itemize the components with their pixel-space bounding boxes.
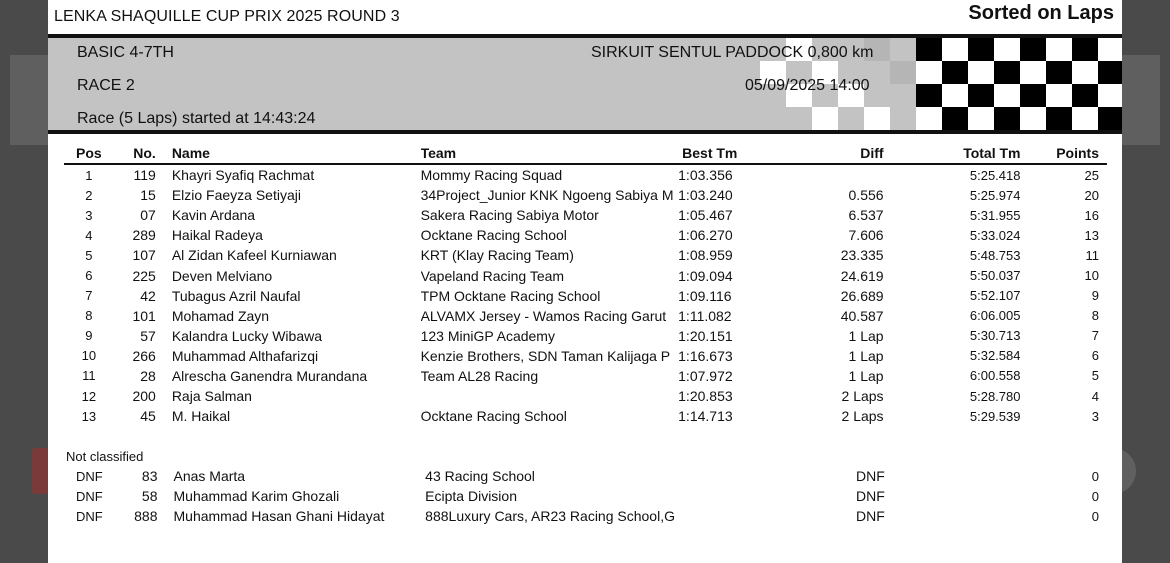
col-pos-header: Pos (64, 144, 114, 164)
cell-best: 1:07.972 (678, 367, 733, 384)
cell-total: 5:50.037 (969, 268, 1021, 284)
cell-best: 1:03.356 (678, 167, 733, 184)
table-row (64, 306, 1107, 326)
cell-best: 1:08.959 (678, 247, 733, 264)
cell-points: 5 (1091, 368, 1099, 384)
cell-name: Haikal Radeya (171, 227, 263, 244)
cell-diff: 1 Lap (848, 347, 884, 364)
cell-points: 9 (1091, 288, 1099, 304)
cell-diff: 7.606 (848, 227, 884, 244)
cell-points: 0 (1091, 468, 1099, 484)
cell-total: 6:00.558 (969, 368, 1021, 384)
checker-square (968, 84, 994, 107)
cell-name: Muhammad Althafarizqi (171, 347, 319, 364)
cell-best (683, 506, 781, 526)
col-points-header: Points (1040, 144, 1107, 164)
table-row (64, 265, 1107, 285)
cell-no: 266 (132, 347, 156, 364)
cell-total: 5:32.584 (969, 348, 1021, 364)
cell-pos: DNF (75, 508, 103, 524)
sort-label: Sorted on Laps (968, 2, 1114, 24)
checker-square (942, 38, 968, 61)
cell-team: Vapeland Racing Team (420, 267, 565, 284)
checker-square (916, 107, 942, 130)
cell-no: 07 (140, 207, 156, 224)
cell-pos: 5 (85, 247, 93, 263)
checker-square (1098, 61, 1122, 84)
checker-square (1072, 61, 1098, 84)
cell-team: KRT (Klay Racing Team) (420, 247, 574, 264)
cell-no: 58 (141, 488, 158, 505)
cell-pos: 12 (81, 388, 97, 404)
col-total-header: Total Tm (898, 144, 1041, 164)
checker-square (1098, 38, 1122, 61)
cell-name: Tubagus Azril Naufal (171, 287, 301, 304)
cell-diff: 40.587 (840, 307, 884, 324)
cell-pos: 11 (82, 368, 96, 384)
cell-name: Muhammad Karim Ghozali (173, 488, 340, 505)
cell-name: Mohamad Zayn (171, 307, 270, 324)
cell-no: 42 (140, 287, 156, 304)
cell-diff: 0.556 (848, 187, 884, 204)
cell-best (683, 486, 781, 506)
cell-diff: 2 Laps (841, 408, 884, 425)
cell-total: 5:25.418 (969, 167, 1021, 183)
cell-diff: 6.537 (848, 207, 884, 224)
results-table (64, 144, 1107, 426)
col-name-header: Name (166, 144, 421, 164)
col-diff-header: Diff (781, 144, 897, 164)
cell-best: 1:09.094 (678, 267, 733, 284)
cell-total: 5:28.780 (969, 388, 1021, 404)
cell-total: 5:29.539 (969, 408, 1021, 424)
cell-total: 5:48.753 (969, 247, 1021, 263)
cell-team: Team AL28 Racing (420, 367, 539, 384)
race-label: RACE 2 (77, 77, 135, 94)
cell-no: 57 (140, 327, 156, 344)
cell-diff: DNF (856, 488, 885, 505)
cell-no: 83 (141, 468, 158, 485)
cell-total: 5:31.955 (969, 207, 1021, 223)
col-team-header: Team (421, 144, 679, 164)
cell-total (899, 506, 1042, 526)
cell-best: 1:20.151 (678, 327, 733, 344)
cell-team: Kenzie Brothers, SDN Taman Kalijaga P (420, 347, 671, 364)
table-row (64, 366, 1107, 386)
race-start-label: Race (5 Laps) started at 14:43:24 (77, 110, 316, 127)
cell-name: M. Haikal (171, 408, 231, 425)
cell-no: 28 (140, 367, 156, 384)
checker-square (1098, 107, 1122, 130)
checker-square (1020, 84, 1046, 107)
checker-square (1046, 61, 1072, 84)
cell-diff: 24.619 (840, 267, 884, 284)
cell-no: 119 (133, 167, 156, 184)
cell-diff: 26.689 (840, 287, 884, 304)
cell-points: 20 (1084, 187, 1099, 203)
event-title: LENKA SHAQUILLE CUP PRIX 2025 ROUND 3 (54, 8, 400, 25)
table-row (64, 506, 1107, 526)
cell-best: 1:11.082 (678, 307, 732, 324)
cell-points: 0 (1091, 488, 1099, 504)
class-label: BASIC 4-7TH (77, 44, 174, 61)
cell-team: Ocktane Racing School (420, 227, 567, 244)
cell-points: 4 (1091, 388, 1099, 404)
cell-team: 888Luxury Cars, AR23 Racing School,G (425, 508, 675, 525)
results-header-row (64, 144, 1107, 164)
cell-best: 1:20.853 (678, 388, 733, 405)
cell-pos: 2 (85, 187, 93, 203)
table-row (64, 205, 1107, 225)
cell-team: TPM Ocktane Racing School (420, 287, 601, 304)
cell-pos: 4 (85, 227, 93, 243)
cell-pos: DNF (75, 488, 103, 504)
cell-no: 289 (132, 227, 156, 244)
cell-points: 25 (1084, 167, 1099, 183)
table-row (64, 386, 1107, 406)
checker-square (1020, 107, 1046, 130)
cell-total (899, 466, 1042, 486)
cell-name: Al Zidan Kafeel Kurniawan (171, 247, 337, 264)
cell-points: 3 (1091, 408, 1099, 424)
table-row (64, 466, 1107, 486)
cell-pos: 1 (85, 167, 93, 183)
cell-best (683, 466, 781, 486)
cell-total: 5:30.713 (969, 328, 1021, 344)
cell-best: 1:03.240 (678, 187, 733, 204)
cell-total (899, 486, 1042, 506)
cell-total: 6:06.005 (969, 308, 1021, 324)
cell-name: Khayri Syafiq Rachmat (171, 167, 315, 184)
table-row (64, 225, 1107, 245)
cell-no: 101 (132, 307, 156, 324)
cell-team: Ocktane Racing School (420, 408, 567, 425)
race-datetime: 05/09/2025 14:00 (745, 77, 870, 94)
cell-name: Kavin Ardana (171, 207, 256, 224)
cell-pos: 8 (85, 308, 93, 324)
cell-no: 15 (140, 187, 156, 204)
checker-square (890, 61, 916, 84)
table-row (64, 245, 1107, 265)
checker-square (994, 38, 1020, 61)
checker-square (916, 38, 942, 61)
cell-pos: 3 (85, 207, 93, 223)
table-row (64, 346, 1107, 366)
race-info-band (48, 34, 1122, 134)
cell-diff: DNF (856, 508, 885, 525)
cell-diff: DNF (856, 468, 885, 485)
cell-team: 123 MiniGP Academy (420, 327, 555, 344)
cell-diff: 1 Lap (848, 327, 884, 344)
table-row (64, 326, 1107, 346)
cell-name: Muhammad Hasan Ghani Hidayat (173, 508, 385, 525)
not-classified-table (64, 466, 1107, 526)
checker-square (812, 107, 838, 130)
cell-name: Alrescha Ganendra Murandana (171, 367, 368, 384)
cell-diff: 23.335 (840, 247, 884, 264)
checker-square (994, 107, 1020, 130)
cell-pos: 7 (85, 288, 93, 304)
cell-total: 5:25.974 (969, 187, 1021, 203)
cell-best: 1:14.713 (678, 408, 733, 425)
circuit-label: SIRKUIT SENTUL PADDOCK 0,800 km (591, 44, 874, 61)
cell-pos: 9 (85, 328, 93, 344)
checker-square (942, 107, 968, 130)
cell-name: Elzio Faeyza Setiyaji (171, 187, 301, 204)
cell-points: 11 (1085, 247, 1099, 263)
cell-no: 200 (132, 388, 156, 405)
results-sheet (48, 0, 1122, 563)
title-row (48, 0, 1122, 34)
checker-square (1020, 61, 1046, 84)
checker-square (1098, 84, 1122, 107)
cell-points: 0 (1091, 508, 1099, 524)
cell-team: 34Project_Junior KNK Ngoeng Sabiya M (420, 187, 674, 204)
cell-pos: 13 (81, 408, 97, 424)
checker-square (916, 84, 942, 107)
cell-points: 13 (1084, 227, 1099, 243)
checker-square (1046, 38, 1072, 61)
checker-square (916, 61, 942, 84)
checker-square (1020, 38, 1046, 61)
cell-diff: 2 Laps (841, 388, 884, 405)
col-no-header: No. (114, 144, 166, 164)
cell-pos: 6 (85, 268, 93, 284)
checker-square (1046, 84, 1072, 107)
cell-points: 6 (1091, 348, 1099, 364)
checker-square (864, 107, 890, 130)
cell-total: 5:33.024 (969, 227, 1021, 243)
cell-best: 1:09.116 (678, 287, 732, 304)
cell-team: ALVAMX Jersey - Wamos Racing Garut (420, 307, 667, 324)
col-best-header: Best Tm (678, 144, 781, 164)
not-classified-label: Not classified (66, 449, 144, 464)
cell-pos: DNF (75, 468, 103, 484)
cell-no: 45 (140, 408, 156, 425)
cell-total: 5:52.107 (969, 288, 1021, 304)
cell-points: 7 (1091, 328, 1099, 344)
cell-best: 1:05.467 (678, 207, 733, 224)
cell-points: 16 (1084, 207, 1099, 223)
checker-square (994, 61, 1020, 84)
checker-square (1072, 84, 1098, 107)
cell-no: 107 (132, 247, 156, 264)
table-row (64, 286, 1107, 306)
cell-name: Anas Marta (173, 468, 246, 485)
cell-name: Kalandra Lucky Wibawa (171, 327, 322, 344)
cell-name: Raja Salman (171, 388, 252, 405)
checker-square (968, 38, 994, 61)
cell-pos: 10 (81, 348, 97, 364)
table-row (64, 185, 1107, 205)
cell-name: Deven Melviano (171, 267, 273, 284)
cell-no: 225 (132, 267, 156, 284)
cell-points: 8 (1091, 308, 1099, 324)
cell-no: 888 (134, 508, 158, 525)
cell-team: Ecipta Division (425, 488, 517, 505)
cell-team (421, 386, 679, 406)
cell-points: 10 (1084, 268, 1099, 284)
checker-square (994, 84, 1020, 107)
checker-square (942, 84, 968, 107)
checker-square (942, 61, 968, 84)
checker-square (1072, 107, 1098, 130)
cell-best: 1:16.673 (678, 347, 733, 364)
table-row (64, 486, 1107, 506)
cell-team: 43 Racing School (425, 468, 535, 485)
checker-square (968, 61, 994, 84)
cell-team: Mommy Racing Squad (420, 167, 563, 184)
checker-square (968, 107, 994, 130)
cell-diff (781, 164, 897, 185)
checker-square (1046, 107, 1072, 130)
table-row (64, 406, 1107, 426)
cell-diff: 1 Lap (848, 367, 884, 384)
checker-square (1072, 38, 1098, 61)
cell-team: Sakera Racing Sabiya Motor (420, 207, 599, 224)
cell-best: 1:06.270 (678, 227, 733, 244)
table-row (64, 164, 1107, 185)
